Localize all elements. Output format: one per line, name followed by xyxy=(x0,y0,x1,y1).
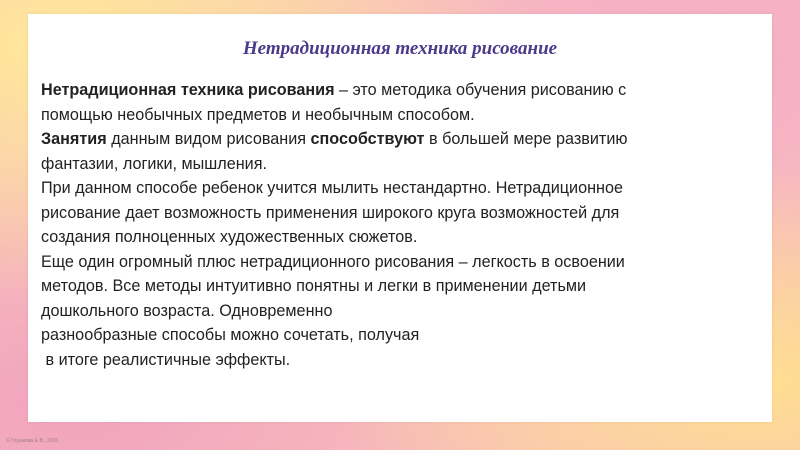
body-text: разнообразные способы можно сочетать, получая xyxy=(41,326,420,344)
body-line xyxy=(41,250,763,275)
body-text: фантазии, логики, мышления. xyxy=(41,154,267,173)
bold-term: Нетрадиционная техника рисования xyxy=(41,81,335,99)
body-line xyxy=(41,103,763,128)
body-line xyxy=(41,78,763,103)
body-line xyxy=(41,176,763,201)
body-text: создания полноценных художественных сюжетов. xyxy=(41,228,418,246)
body-text: рисование дает возможность применения широкого круга возможностей для xyxy=(41,203,620,222)
body-text: в итоге реалистичные эффекты. xyxy=(41,350,291,369)
body-line xyxy=(41,225,763,250)
bold-term: способствуют xyxy=(310,130,425,148)
body-line xyxy=(41,274,763,299)
body-text: в большей мере развитию xyxy=(424,130,628,148)
body-text: При данном способе ребенок учится мылить нестандартно. Нетрадиционное xyxy=(41,179,623,197)
body-line xyxy=(41,201,763,226)
body-line xyxy=(41,323,763,348)
slide-body xyxy=(41,78,763,372)
body-line xyxy=(41,348,763,373)
body-line xyxy=(41,127,763,152)
body-text: дошкольного возраста. Одновременно xyxy=(41,301,333,320)
body-text: методов. Все методы интуитивно понятны и легки в применении детьми xyxy=(41,277,587,295)
slide-card xyxy=(28,14,772,422)
slide-title: Нетрадиционная техника рисование xyxy=(242,38,558,59)
body-line xyxy=(41,299,763,324)
bold-term: Занятия xyxy=(41,130,107,148)
body-line xyxy=(41,152,763,177)
copyright-note: © Глушкова Е.В., 2016 xyxy=(6,438,59,444)
body-text: помощью необычных предметов и необычным способом. xyxy=(41,105,475,124)
body-text: Еще один огромный плюс нетрадиционного рисования – легкость в освоении xyxy=(41,252,625,271)
body-text: данным видом рисования xyxy=(106,130,311,148)
body-text: – это методика обучения рисованию с xyxy=(334,81,627,99)
